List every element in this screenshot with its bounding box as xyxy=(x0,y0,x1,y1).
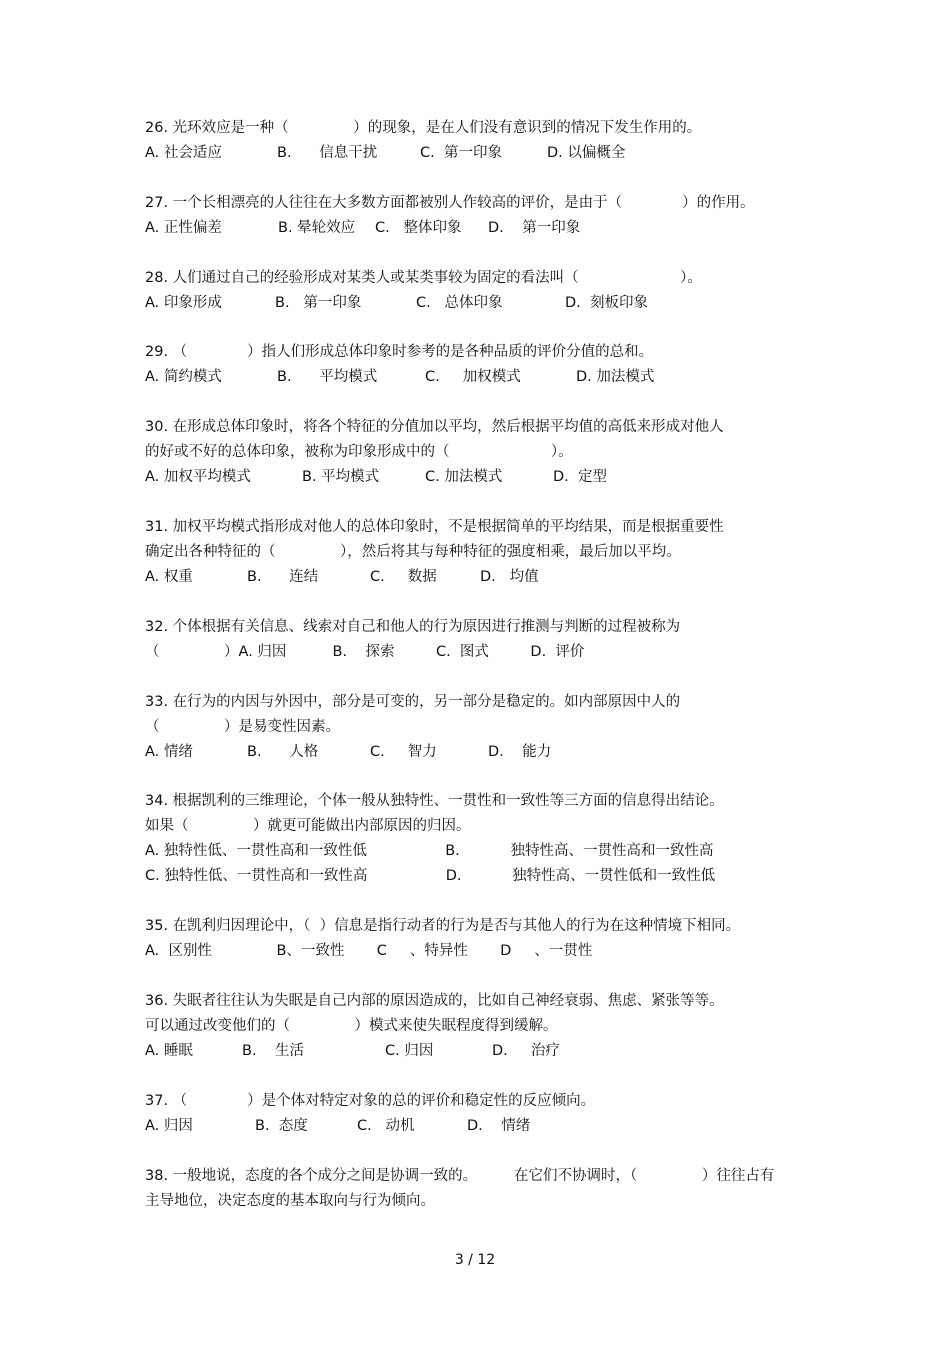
question-text-line: 26. 光环效应是一种（ ）的现象，是在人们没有意识到的情况下发生作用的。 xyxy=(145,120,702,136)
answer-option: A. 简约模式 xyxy=(145,369,222,385)
answer-option: C. 动机 xyxy=(357,1118,415,1134)
question-text-line: 37. （ ）是个体对特定对象的总的评价和稳定性的反应倾向。 xyxy=(145,1093,596,1109)
answer-option: B. 平均模式 xyxy=(302,469,380,485)
question-text-line: A. 独特性低、一贯性高和一致性低 B. 独特性高、一贯性高和一致性高 xyxy=(145,843,714,859)
answer-option: C. 加法模式 xyxy=(425,469,503,485)
answer-option: A. 社会适应 xyxy=(145,145,222,161)
answer-option: C. 第一印象 xyxy=(420,145,502,161)
question-text-line: （ ）是易变性因素。 xyxy=(145,719,341,735)
answer-option: C. 整体印象 xyxy=(375,220,462,236)
answer-option: D. 以偏概全 xyxy=(547,145,626,161)
question-text-line: C. 独特性低、一贯性高和一致性高 D. 独特性高、一贯性低和一致性低 xyxy=(145,868,716,884)
answer-option: B. 信息干扰 xyxy=(277,145,378,161)
question-text-line: 30. 在形成总体印象时，将各个特征的分值加以平均，然后根据平均值的高低来形成对他人 xyxy=(145,419,724,435)
answer-option: A. 权重 xyxy=(145,569,193,585)
answer-option: B. 态度 xyxy=(255,1118,308,1134)
question-text-line: 主导地位，决定态度的基本取向与行为倾向。 xyxy=(145,1193,435,1209)
answer-option: A. 正性偏差 xyxy=(145,220,222,236)
answer-option: D. 均值 xyxy=(480,569,539,585)
answer-option: C. 加权模式 xyxy=(425,369,521,385)
answer-option: C. 数据 xyxy=(370,569,437,585)
answer-option: C. 归因 xyxy=(385,1043,434,1059)
question-text-line: 34. 根据凯利的三维理论，个体一般从独特性、一贯性和一致性等三方面的信息得出结论。 xyxy=(145,793,724,809)
answer-option: A. 归因 xyxy=(145,1118,193,1134)
question-text-line: 33. 在行为的内因与外因中，部分是可变的，另一部分是稳定的。如内部原因中人的 xyxy=(145,694,681,710)
answer-option: B. 连结 xyxy=(247,569,319,585)
question-text-line: 确定出各种特征的（ ），然后将其与每种特征的强度相乘，最后加以平均。 xyxy=(145,544,681,560)
question-text-line: 36. 失眠者往往认为失眠是自己内部的原因造成的，比如自己神经衰弱、焦虑、紧张等等。 xyxy=(145,993,724,1009)
question-text-line: 可以通过改变他们的（ ）模式来使失眠程度得到缓解。 xyxy=(145,1018,558,1034)
answer-option: C. 总体印象 xyxy=(416,295,503,311)
answer-option: B. 第一印象 xyxy=(275,295,362,311)
question-text-line: 28. 人们通过自己的经验形成对某类人或某类事较为固定的看法叫（ ）。 xyxy=(145,270,702,286)
answer-option: D. 能力 xyxy=(488,744,552,760)
answer-option: D. 治疗 xyxy=(492,1043,560,1059)
question-text-line: A. 区别性 B、一致性 C 、特异性 D 、一贯性 xyxy=(145,943,593,959)
question-text-line: 的好或不好的总体印象，被称为印象形成中的（ ）。 xyxy=(145,444,573,460)
answer-option: D. 定型 xyxy=(553,469,607,485)
question-text-line: 如果（ ）就更可能做出内部原因的归因。 xyxy=(145,818,471,834)
answer-option: A. 印象形成 xyxy=(145,295,222,311)
answer-option: D. 加法模式 xyxy=(576,369,655,385)
question-text-line: 38. 一般地说，态度的各个成分之间是协调一致的。 在它们不协调时，（ ）往往占有 xyxy=(145,1168,775,1184)
question-text-line: 32. 个体根据有关信息、线索对自己和他人的行为原因进行推测与判断的过程被称为 xyxy=(145,619,681,635)
answer-option: B. 人格 xyxy=(247,744,319,760)
answer-option: A. 睡眠 xyxy=(145,1043,193,1059)
answer-option: D. 第一印象 xyxy=(488,220,581,236)
question-text-line: （ ）A. 归因 B. 探索 C. 图式 D. 评价 xyxy=(145,644,585,660)
answer-option: D. 刻板印象 xyxy=(565,295,648,311)
answer-option: A. 加权平均模式 xyxy=(145,469,251,485)
question-text-line: 31. 加权平均模式指形成对他人的总体印象时，不是根据简单的平均结果，而是根据重要性 xyxy=(145,519,724,535)
answer-option: C. 智力 xyxy=(370,744,437,760)
page-number: 3 / 12 xyxy=(454,1252,496,1268)
answer-option: B. 平均模式 xyxy=(277,369,378,385)
question-text-line: 29. （ ）指人们形成总体印象时参考的是各种品质的评价分值的总和。 xyxy=(145,344,654,360)
answer-option: B. 生活 xyxy=(242,1043,304,1059)
answer-option: B. 晕轮效应 xyxy=(278,220,356,236)
question-text-line: 35. 在凯利归因理论中，（ ）信息是指行动者的行为是否与其他人的行为在这种情境下相同。 xyxy=(145,918,741,934)
answer-option: A. 情绪 xyxy=(145,744,193,760)
question-text-line: 27. 一个长相漂亮的人往往在大多数方面都被别人作较高的评价，是由于（ ）的作用。 xyxy=(145,195,755,211)
answer-option: D. 情绪 xyxy=(467,1118,531,1134)
